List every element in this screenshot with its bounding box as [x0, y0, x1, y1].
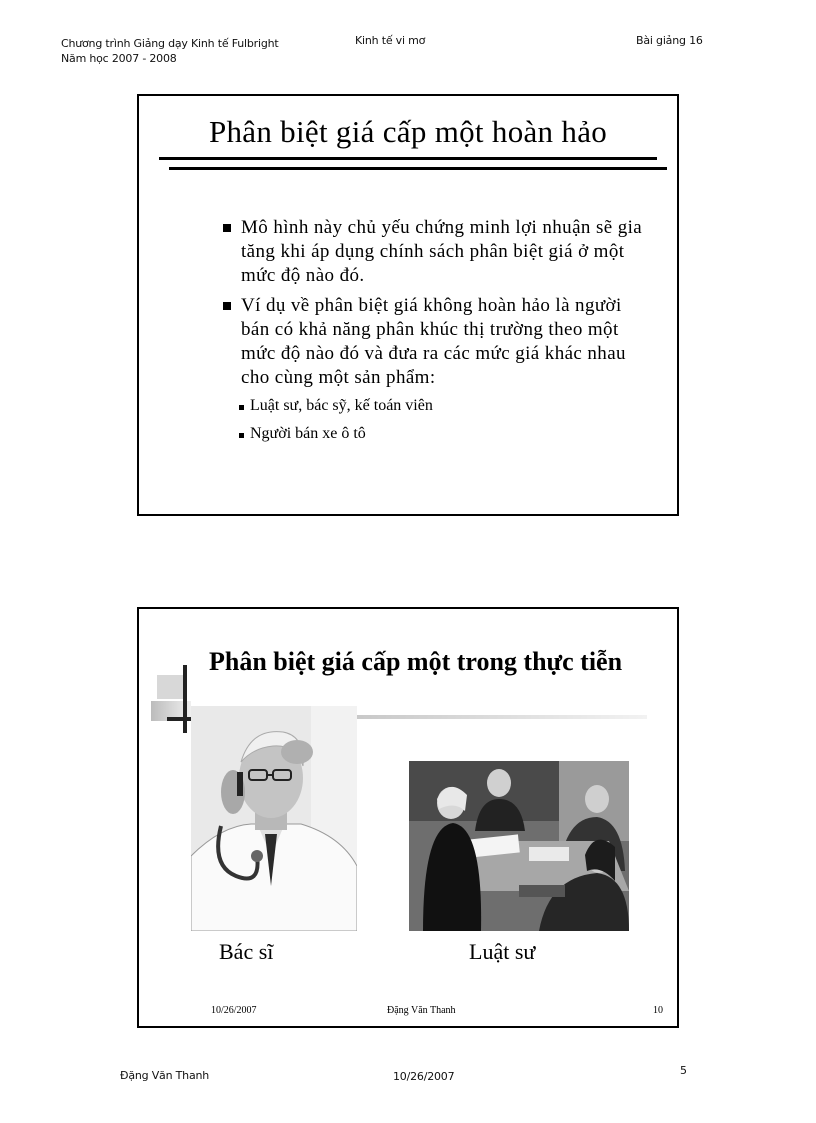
bullet-item	[223, 294, 643, 390]
square-bullet-icon	[223, 224, 231, 232]
slide-1-bullet-list	[223, 216, 643, 452]
header-lecture: Bài giảng 16	[636, 34, 703, 47]
sub-bullet-item	[223, 396, 643, 416]
bullet-item	[223, 216, 643, 288]
sub-bullet-item	[223, 424, 643, 444]
title-underline-top	[159, 157, 657, 160]
slide-2-title: Phân biệt giá cấp một trong thực tiễn	[209, 647, 623, 676]
header-year: Năm học 2007 - 2008	[61, 52, 177, 65]
doctor-photo	[191, 706, 357, 931]
bullet-text: Mô hình này chủ yếu chứng minh lợi nhuận sẽ gia tăng khi áp dụng chính sách phân biệt giá ở một mức độ nào đó.	[241, 217, 643, 286]
page-number: 5	[680, 1064, 687, 1077]
slide-number: 10	[653, 1005, 663, 1016]
title-underline-bottom	[169, 167, 667, 170]
sub-bullet-text: Luật sư, bác sỹ, kế toán viên	[250, 397, 433, 414]
sub-bullet-text: Người bán xe ô tô	[250, 425, 366, 442]
slide-footer-date: 10/26/2007	[211, 1005, 257, 1016]
slide-1-title: Phân biệt giá cấp một hoàn hảo	[208, 114, 608, 149]
header-subject: Kinh tế vi mơ	[355, 34, 426, 47]
caption-lawyer: Luật sư	[469, 939, 536, 964]
caption-doctor: Bác sĩ	[219, 939, 274, 964]
bullet-text: Ví dụ về phân biệt giá không hoàn hảo là người bán có khả năng phân khúc thị trường theo một mức độ nào đó và đưa ra các mức giá khác nhau cho cùng một sản phẩm:	[241, 295, 626, 388]
slide-footer-author: Đặng Văn Thanh	[387, 1005, 456, 1016]
page-footer-author: Đặng Văn Thanh	[120, 1069, 210, 1082]
header-program: Chương trình Giảng dạy Kinh tế Fulbright	[61, 37, 279, 50]
small-square-bullet-icon	[239, 433, 244, 438]
square-bullet-icon	[223, 302, 231, 310]
lawyer-meeting-photo	[409, 761, 629, 931]
slide-2	[137, 607, 679, 1028]
small-square-bullet-icon	[239, 405, 244, 410]
page-footer-date: 10/26/2007	[393, 1070, 455, 1083]
slide-1	[137, 94, 679, 516]
